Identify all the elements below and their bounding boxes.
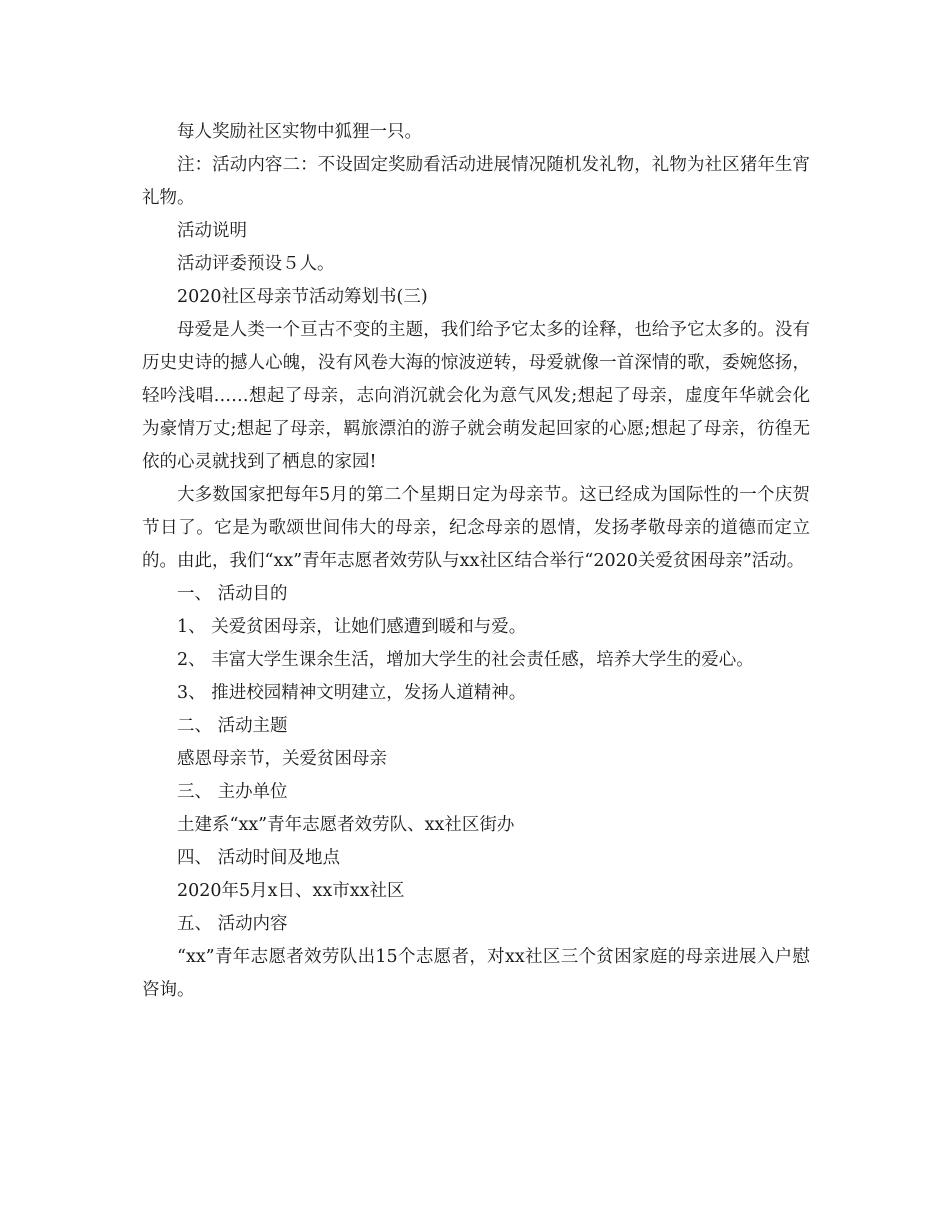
paragraph: 每人奖励社区实物中狐狸一只。 [177, 122, 422, 142]
section-title: 2020社区母亲节活动筹划书(三) [177, 287, 428, 307]
section-heading: 三、 主办单位 [177, 782, 288, 802]
section-heading: 二、 活动主题 [177, 716, 288, 736]
paragraph: 活动评委预设５人。 [177, 254, 335, 274]
list-item: 3、 推进校园精神文明建立，发扬人道精神。 [177, 683, 527, 703]
paragraph: 大多数国家把每年5月的第二个星期日定为母亲节。这已经成为国际性的一个庆贺节日了。它是为歌颂世间伟大的母亲，纪念母亲的恩情，发扬孝敬母亲的道德而定立的。由此，我们“xx”青年志愿者效劳队与xx社区结合举行“2020关爱贫困母亲”活动。 [142, 485, 810, 571]
paragraph: “xx”青年志愿者效劳队出15个志愿者，对xx社区三个贫困家庭的母亲进展入户慰咨询。 [142, 947, 810, 1000]
paragraph: 2020年5月x日、xx市xx社区 [177, 881, 405, 901]
paragraph: 感恩母亲节，关爱贫困母亲 [177, 749, 387, 769]
section-heading: 五、 活动内容 [177, 914, 288, 934]
paragraph: 注：活动内容二：不设固定奖励看活动进展情况随机发礼物，礼物为社区猪年生宵礼物。 [142, 155, 810, 208]
section-heading: 四、 活动时间及地点 [177, 848, 341, 868]
section-heading: 一、 活动目的 [177, 584, 288, 604]
document-body [142, 116, 810, 1007]
list-item: 1、 关爱贫困母亲，让她们感遭到暖和与爱。 [177, 617, 527, 637]
list-item: 2、 丰富大学生课余生活，增加大学生的社会责任感，培养大学生的爱心。 [177, 650, 754, 670]
paragraph: 土建系“xx”青年志愿者效劳队、xx社区街办 [177, 815, 515, 835]
paragraph: 活动说明 [177, 221, 247, 241]
paragraph: 母爱是人类一个亘古不变的主题，我们给予它太多的诠释，也给予它太多的。没有历史史诗的撼人心魄，没有风卷大海的惊波逆转，母爱就像一首深情的歌，委婉悠扬，轻吟浅唱……想起了母亲，志向消沉就会化为意气风发;想起了母亲，虚度年华就会化为豪情万丈;想起了母亲，羁旅漂泊的游子就会萌发起回家的心愿;想起了母亲，彷徨无依的心灵就找到了栖息的家园! [142, 320, 810, 472]
